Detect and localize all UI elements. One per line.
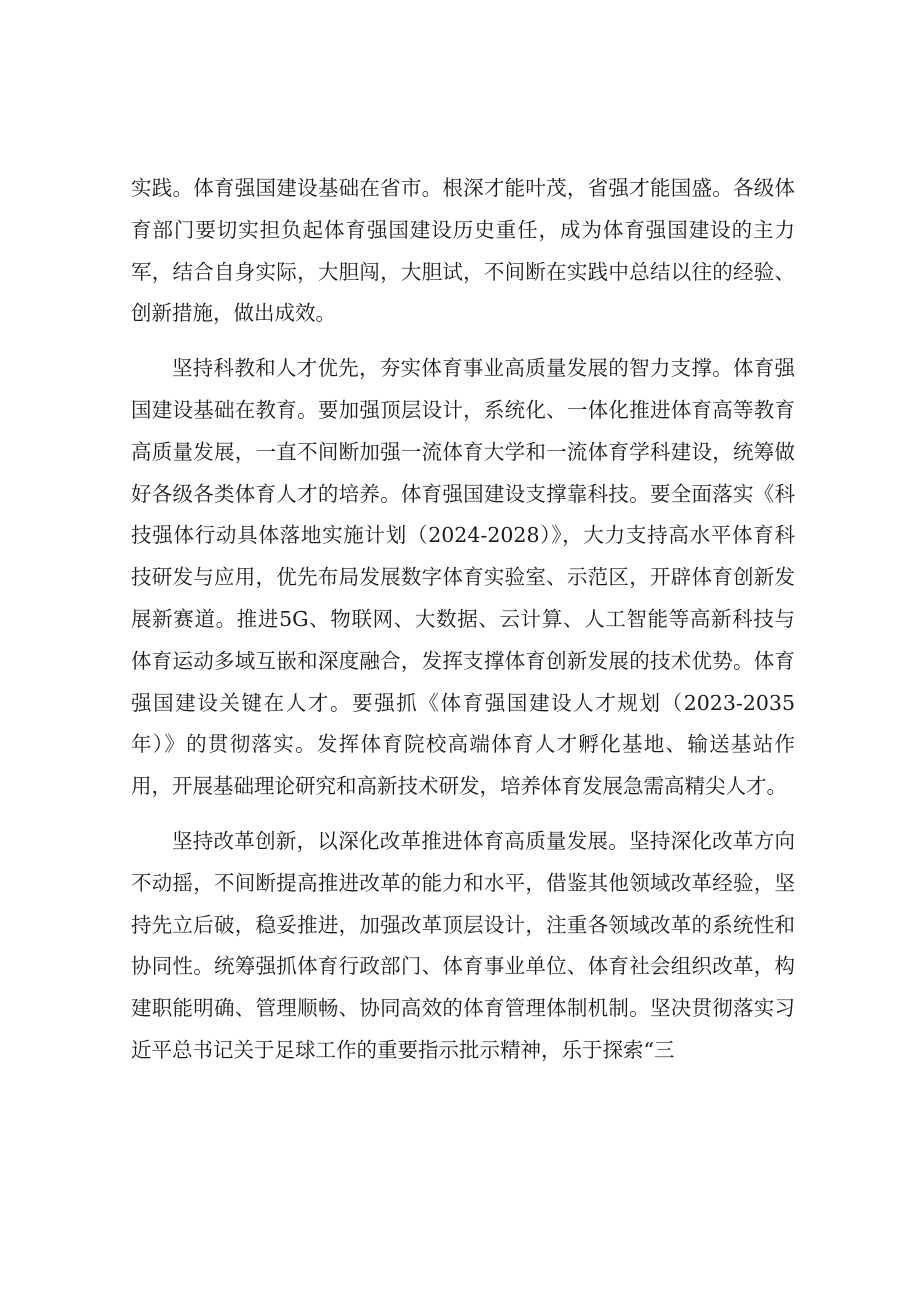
paragraph-science-education-talent: 坚持科教和人才优先，夯实体育事业高质量发展的智力支撑。体育强国建设基础在教育。要加强顶层设计，系统化、一体化推进体育高等教育高质量发展，一直不间断加强一流体育大学和一流体育学科建设，统筹做好各级各类体育人才的培养。体育强国建设支撑靠科技。要全面落实《科技强体行动具体落地实施计划（2024-2028）》，大力支持高水平体育科技研发与应用，优先布局发展数字体育实验室、示范区，开辟体育创新发展新赛道。推进5G、物联网、大数据、云计算、人工智能等高新科技与体育运动多域互嵌和深度融合，发挥支撑体育创新发展的技术优势。体育强国建设关键在人才。要强抓《体育强国建设人才规划（2023-2035年）》的贯彻落实。发挥体育院校高端体育人才孵化基地、输送基站作用，开展基础理论研究和高新技术研发，培养体育发展急需高精尖人才。 bbox=[131, 356, 795, 799]
paragraph-reform-innovation: 坚持改革创新，以深化改革推进体育高质量发展。坚持深化改革方向不动摇，不间断提高推进改革的能力和水平，借鉴其他领域改革经验，坚持先立后破，稳妥推进，加强改革顶层设计，注重各领域改革的系统性和协同性。统筹强抓体育行政部门、体育事业单位、体育社会组织改革，构建职能明确、管理顺畅、协同高效的体育管理体制机制。坚决贯彻落实习近平总书记关于足球工作的重要指示批示精神，乐于探索“三 bbox=[131, 828, 795, 1062]
document-body bbox=[131, 168, 795, 1085]
paragraph-continued: 实践。体育强国建设基础在省市。根深才能叶茂，省强才能国盛。各级体育部门要切实担负起体育强国建设历史重任，成为体育强国建设的主力军，结合自身实际，大胆闯，大胆试，不间断在实践中总结以往的经验、创新措施，做出成效。 bbox=[131, 176, 795, 326]
